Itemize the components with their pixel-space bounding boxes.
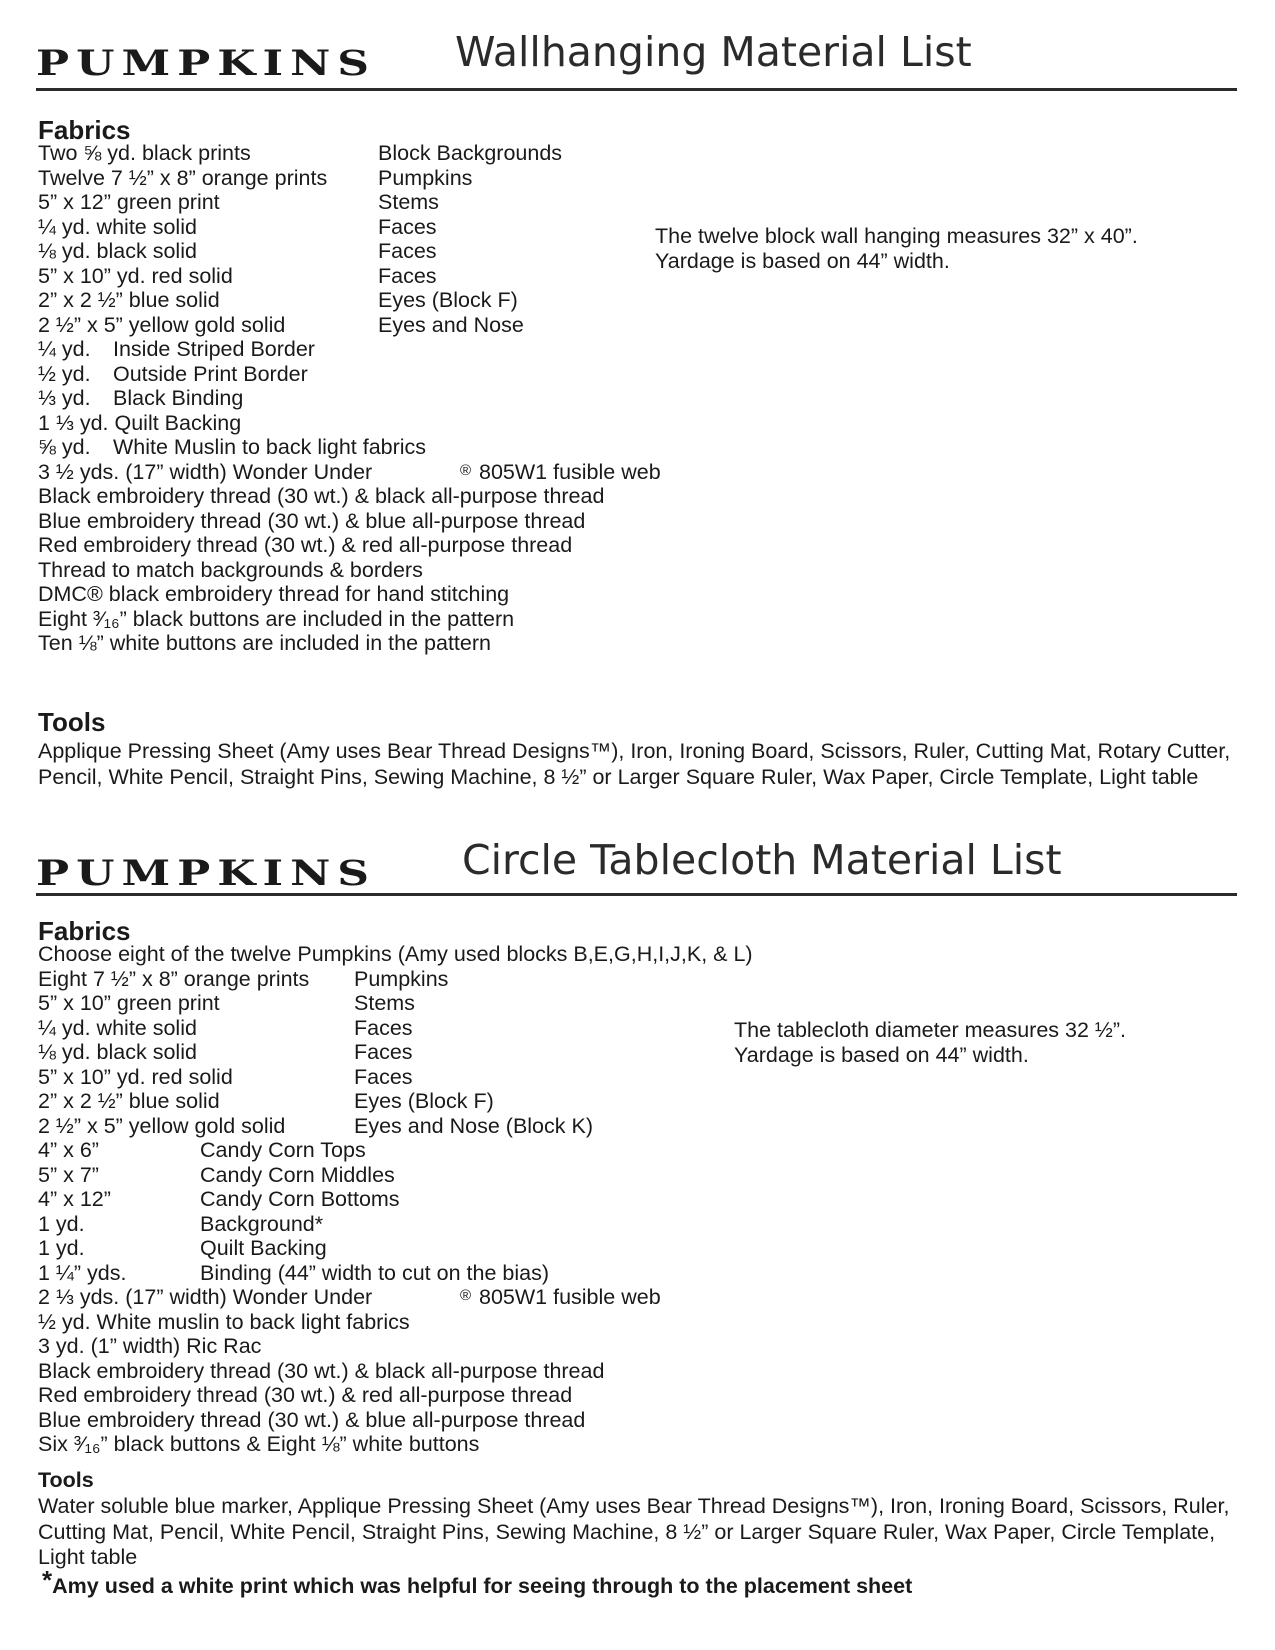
fabric-size: 2” x 2 ½” blue solid [38,1089,220,1113]
fabric-size: 5” x 7” [38,1162,99,1187]
fabric-size: Six ³⁄₁₆” black buttons & Eight ⅛” white buttons [38,1432,480,1456]
tools-heading: Tools [38,707,106,737]
note-line: Yardage is based on 44” width. [734,1043,1029,1067]
fabric-use: Faces [378,214,437,239]
fabric-size: Choose eight of the twelve Pumpkins (Amy used blocks B,E,G,H,I,J,K, & L) [38,942,753,966]
fabric-size: Thread to match backgrounds & borders [38,557,423,582]
fabric-size: ½ yd. [38,361,91,386]
measurement-note [734,1018,1126,1068]
fabric-use: Candy Corn Tops [200,1138,366,1162]
fabric-size: 4” x 12” [38,1187,111,1211]
fabric-use: Outside Print Border [113,361,308,386]
fabric-use: White Muslin to back light fabrics [113,435,427,459]
fabrics-heading: Fabrics [38,115,131,145]
fabric-use: 805W1 fusible web [479,1285,661,1309]
fabric-size: ⅝ yd. [38,435,91,459]
fabric-size: Red embroidery thread (30 wt.) & red all-purpose thread [38,1383,573,1407]
fabric-size: Twelve 7 ½” x 8” orange prints [38,165,328,190]
fabric-size: 3 yd. (1” width) Ric Rac [38,1334,262,1358]
divider [36,88,1237,91]
fabric-use: Candy Corn Bottoms [200,1187,400,1211]
fabric-use: Pumpkins [378,165,473,190]
tools-heading: Tools [38,1468,94,1492]
fabric-use: Eyes (Block F) [378,288,518,312]
fabric-size: 2 ⅓ yds. (17” width) Wonder Under [38,1285,373,1309]
fabric-use: Quilt Backing [200,1236,327,1260]
fabric-size: Ten ⅛” white buttons are included in the pattern [38,631,491,655]
fabric-use: Eyes (Block F) [354,1089,494,1113]
asterisk: * [42,1565,53,1595]
fabric-size: 5” x 12” green print [38,190,220,214]
fabric-use: Faces [378,239,437,263]
brand-title: PUMPKINS [36,43,377,84]
measurement-note [655,224,1138,274]
fabric-use: Binding (44” width to cut on the bias) [200,1260,549,1285]
fabric-use: Black Binding [113,386,244,410]
fabric-use: Stems [378,190,439,214]
fabric-size: 1 yd. [38,1211,85,1236]
fabric-size: 1 ¼” yds. [38,1260,127,1285]
fabric-size: ⅓ yd. [38,386,91,410]
fabric-size: ¼ yd. white solid [38,1015,197,1040]
fabric-use: Inside Striped Border [113,337,315,361]
fabric-size: Black embroidery thread (30 wt.) & black all-purpose thread [38,484,605,508]
note-line: The tablecloth diameter measures 32 ½”. [734,1018,1126,1042]
fabric-size: ¼ yd. [38,337,91,361]
fabrics-heading: Fabrics [38,916,131,946]
fabric-size: 5” x 10” green print [38,991,220,1015]
fabric-use: Pumpkins [354,966,449,991]
fabric-size: 4” x 6” [38,1138,99,1162]
tools-text: Water soluble blue marker, Applique Pressing Sheet (Amy uses Bear Thread Designs™), Iron, Ironing Board, Scissors, Ruler, Cutting Mat, Pencil, White Pencil, Straight Pins, Sewing Machine, 8 ½” or Larger Square Ruler, Wax Paper, Circle Template, Light table [38,1494,1230,1569]
section-title: Wallhanging Material List [455,28,972,76]
fabric-use: Block Backgrounds [378,141,563,165]
fabric-size: 2” x 2 ½” blue solid [38,288,220,312]
fabric-use: Faces [378,263,437,288]
section-title: Circle Tablecloth Material List [462,836,1062,884]
divider [36,893,1237,896]
fabric-use: Background* [200,1211,324,1236]
fabric-size: Eight 7 ½” x 8” orange prints [38,966,310,991]
note-line: Yardage is based on 44” width. [655,249,950,273]
fabric-size: 3 ½ yds. (17” width) Wonder Under [38,459,373,484]
fabric-use: Stems [354,991,415,1015]
footnote [42,1565,913,1600]
fabric-size: DMC® black embroidery thread for hand stitching [38,582,510,606]
fabric-size: Blue embroidery thread (30 wt.) & blue all-purpose thread [38,508,586,533]
fabric-use: Faces [354,1064,413,1089]
fabric-use: Eyes and Nose [378,312,524,337]
fabric-size: 1 ⅓ yd. Quilt Backing [38,410,242,435]
tools-text: Applique Pressing Sheet (Amy uses Bear Thread Designs™), Iron, Ironing Board, Scissors, Ruler, Cutting Mat, Rotary Cutter, Pencil, White Pencil, Straight Pins, Sewing Machine, 8 ½” or Larger Square Ruler, Wax Paper, Circle Template, Light table [38,739,1231,789]
fabric-size: 2 ½” x 5” yellow gold solid [38,312,286,337]
fabric-use: Candy Corn Middles [200,1162,395,1187]
fabric-size: ½ yd. White muslin to back light fabrics [38,1309,410,1334]
fabric-size: 5” x 10” yd. red solid [38,263,233,288]
fabric-size: Red embroidery thread (30 wt.) & red all-purpose thread [38,533,573,557]
footnote-text: Amy used a white print which was helpful for seeing through to the placement sheet [52,1574,913,1598]
fabric-size: 2 ½” x 5” yellow gold solid [38,1113,286,1138]
fabric-use: Faces [354,1015,413,1040]
fabric-size: Eight ³⁄₁₆” black buttons are included in the pattern [38,606,515,631]
fabric-size: Blue embroidery thread (30 wt.) & blue all-purpose thread [38,1407,586,1432]
fabric-size: ⅛ yd. black solid [38,1040,197,1064]
brand-title: PUMPKINS [36,853,377,894]
fabric-use: Eyes and Nose (Block K) [354,1113,593,1138]
note-line: The twelve block wall hanging measures 32” x 40”. [655,224,1138,248]
fabric-use: Faces [354,1040,413,1064]
fabric-use: 805W1 fusible web [479,459,661,484]
fabric-size: Black embroidery thread (30 wt.) & black all-purpose thread [38,1358,605,1383]
fabric-size: ⅛ yd. black solid [38,239,197,263]
fabric-size: 5” x 10” yd. red solid [38,1064,233,1089]
fabric-size: ¼ yd. white solid [38,214,197,239]
fabric-size: Two ⅝ yd. black prints [38,141,251,165]
fabric-size: 1 yd. [38,1236,85,1260]
